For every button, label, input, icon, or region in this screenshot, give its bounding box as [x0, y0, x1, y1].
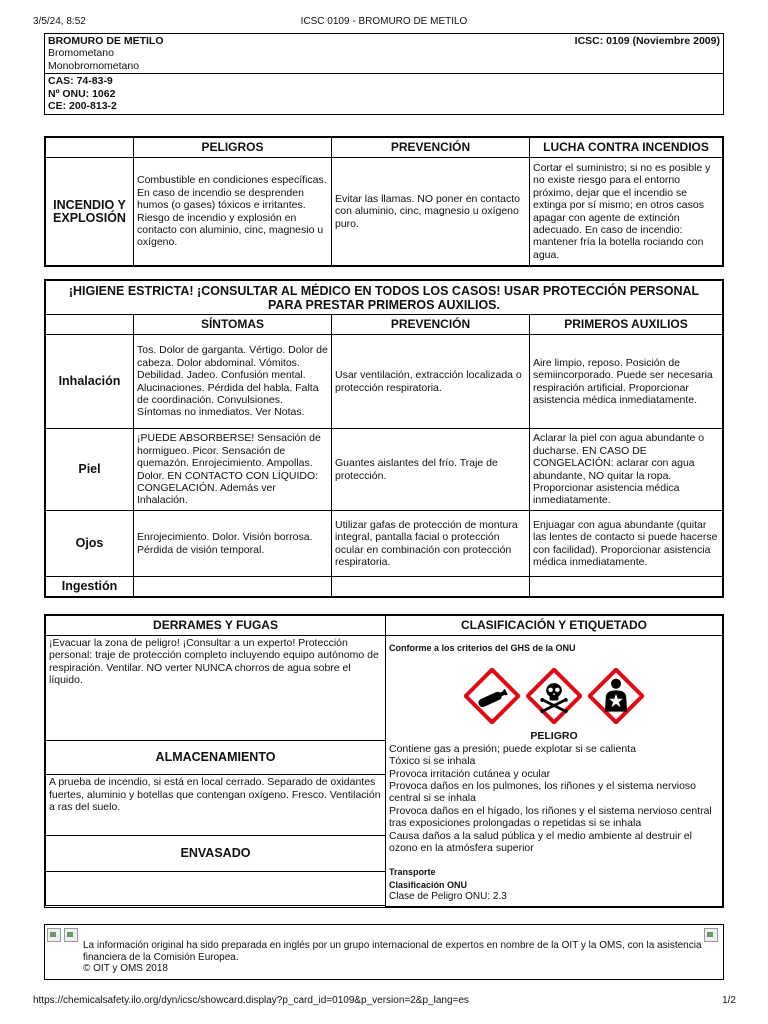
skin-prevention: Guantes aislantes del frío. Traje de protección.	[332, 429, 530, 511]
identification-box	[44, 33, 724, 115]
fire-hazards: Combustible en condiciones específicas. En caso de incendio se desprenden humos (o gases) tóxicos e irritantes. Riesgo de incendio y explosión en contacto con aluminio, cinc, magnesio u oxígeno.	[134, 158, 332, 266]
gas-cylinder-icon	[464, 668, 520, 724]
print-datetime: 3/5/24, 8:52	[33, 16, 86, 27]
fire-row-label: INCENDIO Y EXPLOSIÓN	[46, 158, 134, 266]
inhalation-symptoms: Tos. Dolor de garganta. Vértigo. Dolor de cabeza. Dolor abdominal. Vómitos. Debilidad. Jadeo. Confusión mental. Alucinaciones. Pérdida del habla. Falta de coordinación. Convulsiones. Síntomas no inmediatos. Ver Notas.	[134, 335, 332, 429]
ingestion-prevention	[332, 577, 530, 597]
synonym-1: Bromometano	[48, 47, 114, 60]
print-url[interactable]: https://chemicalsafety.ilo.org/dyn/icsc/showcard.display?p_card_id=0109&p_version=2&p_lang=es	[33, 995, 469, 1006]
classification-cell	[386, 636, 723, 907]
packaging-text	[46, 871, 386, 905]
table-row	[46, 335, 723, 429]
hazard-statements	[389, 743, 719, 855]
hazard-statement: Contiene gas a presión; puede explotar si se calienta	[389, 742, 636, 755]
storage-title: ALMACENAMIENTO	[46, 740, 386, 774]
un-classification-title: Clasificación ONU	[389, 879, 468, 890]
print-title: ICSC 0109 - BROMURO DE METILO	[300, 16, 468, 27]
packaging-title: ENVASADO	[46, 835, 386, 871]
fire-header-blank	[46, 138, 134, 158]
transport-title: Transporte	[389, 867, 436, 878]
spills-classification-section	[44, 614, 724, 908]
hazard-statement: Provoca irritación cutánea y ocular	[389, 767, 551, 780]
hazard-statement: Causa daños a la salud pública y el medio ambiente al destruir el ozono en la atmósfera superior	[389, 829, 692, 855]
route-label-ingestion: Ingestión	[46, 577, 134, 597]
note-text: La información original ha sido preparada en inglés por un grupo internacional de expertos en nombre de la OIT y la OMS, con la asistencia financiera de la Comisión Europea.	[83, 940, 702, 963]
classification-title: CLASIFICACIÓN Y ETIQUETADO	[386, 616, 723, 636]
eyes-first-aid: Enjuagar con agua abundante (quitar las lentes de contacto si puede hacerse con facilidad). Proporcionar asistencia médica inmediatamente.	[530, 511, 723, 577]
note-row	[45, 925, 723, 978]
eu-logo-icon	[704, 928, 718, 942]
route-label-skin: Piel	[46, 429, 134, 511]
copyright: © OIT y OMS 2018	[83, 963, 168, 974]
inhalation-prevention: Usar ventilación, extracción localizada o protección respiratoria.	[332, 335, 530, 429]
first-aid-section	[44, 279, 724, 598]
ingestion-symptoms	[134, 577, 332, 597]
storage-text: A prueba de incendio, si está en local cerrado. Separado de oxidantes fuertes, aluminio y botellas que contengan oxígeno. Fresco. Ventilación a ras del suelo.	[46, 775, 386, 835]
inhalation-first-aid: Aire limpio, reposo. Posición de semiincorporado. Puede ser necesaria respiración artificial. Proporcionar asistencia médica inmediatamente.	[530, 335, 723, 429]
ilo-logo-icon	[47, 928, 61, 942]
note-box	[44, 924, 724, 980]
spills-text: ¡Evacuar la zona de peligro! ¡Consultar a un experto! Protección personal: traje de protección completo incluyendo equipo autónomo de respiración. Ventilar. NO verter NUNCA chorros de agua sobre el líquido.	[46, 636, 386, 741]
spills-title: DERRAMES Y FUGAS	[46, 616, 386, 636]
fire-section	[44, 136, 724, 267]
health-hazard-icon	[588, 668, 644, 724]
page-number: 1/2	[722, 995, 736, 1006]
un-number: Nº ONU: 1062	[48, 87, 116, 100]
fire-prevention: Evitar las llamas. NO poner en contacto con aluminio, cinc, magnesio u oxígeno puro.	[332, 158, 530, 266]
fire-header-prevention: PREVENCIÓN	[332, 138, 530, 158]
skin-first-aid: Aclarar la piel con agua abundante o ducharse. EN CASO DE CONGELACIÓN: aclarar con agua abundante, NO quitar la ropa. Proporcionar asistencia médica inmediatamente.	[530, 429, 723, 511]
aid-header-first-aid: PRIMEROS AUXILIOS	[530, 315, 723, 335]
hygiene-banner: ¡HIGIENE ESTRICTA! ¡CONSULTAR AL MÉDICO EN TODOS LOS CASOS! USAR PROTECCIÓN PERSONAL PARA PRESTAR PRIMEROS AUXILIOS.	[46, 281, 723, 315]
ghs-criteria: Conforme a los criterios del GHS de la ONU	[389, 643, 576, 653]
route-label-eyes: Ojos	[46, 511, 134, 577]
route-label-inhalation: Inhalación	[46, 335, 134, 429]
table-row	[46, 511, 723, 577]
ghs-pictograms	[389, 668, 719, 724]
aid-header-blank	[46, 315, 134, 335]
aid-header-prevention: PREVENCIÓN	[332, 315, 530, 335]
table-row	[46, 577, 723, 597]
aid-header-symptoms: SÍNTOMAS	[134, 315, 332, 335]
eyes-prevention: Utilizar gafas de protección de montura integral, pantalla facial o protección ocular en combinación con protección respiratoria.	[332, 511, 530, 577]
ingestion-first-aid	[530, 577, 723, 597]
ec-number: CE: 200-813-2	[48, 100, 117, 113]
icsc-number: ICSC: 0109 (Noviembre 2009)	[574, 34, 720, 47]
synonym-2: Monobromometano	[48, 59, 140, 72]
hazard-statement: Provoca daños en los pulmones, los riñones y el sistema nervioso central si se inhala	[389, 780, 696, 805]
skin-symptoms: ¡PUEDE ABSORBERSE! Sensación de hormigueo. Picor. Sensación de quemazón. Enrojecimiento. Ampollas. Dolor. EN CONTACTO CON LÍQUIDO: CONGELACIÓN. Además ver Inhalación.	[134, 429, 332, 511]
eyes-symptoms: Enrojecimiento. Dolor. Visión borrosa. Pérdida de visión temporal.	[134, 511, 332, 577]
cas-number: CAS: 74-83-9	[45, 74, 723, 88]
who-logo-icon	[64, 928, 78, 942]
signal-word: PELIGRO	[530, 730, 578, 743]
table-row	[46, 429, 723, 511]
skull-crossbones-icon	[526, 668, 582, 724]
un-hazard-class: Clase de Peligro ONU: 2.3	[389, 891, 507, 903]
hazard-statement: Provoca daños en el hígado, los riñones y el sistema nervioso central tras exposiciones prolongadas o repetidas si se inhala	[389, 804, 712, 830]
fire-header-firefighting: LUCHA CONTRA INCENDIOS	[530, 138, 723, 158]
chemical-name: BROMURO DE METILO	[48, 35, 164, 47]
fire-firefighting: Cortar el suministro; si no es posible y no existe riesgo para el entorno próximo, dejar que el incendio se extinga por sí mismo; en otros casos apagar con agente de extinción adecuado. En caso de incendio: mantener fría la botella rociando con agua.	[530, 158, 723, 266]
hazard-statement: Tóxico si se inhala	[389, 755, 476, 768]
fire-header-hazards: PELIGROS	[134, 138, 332, 158]
